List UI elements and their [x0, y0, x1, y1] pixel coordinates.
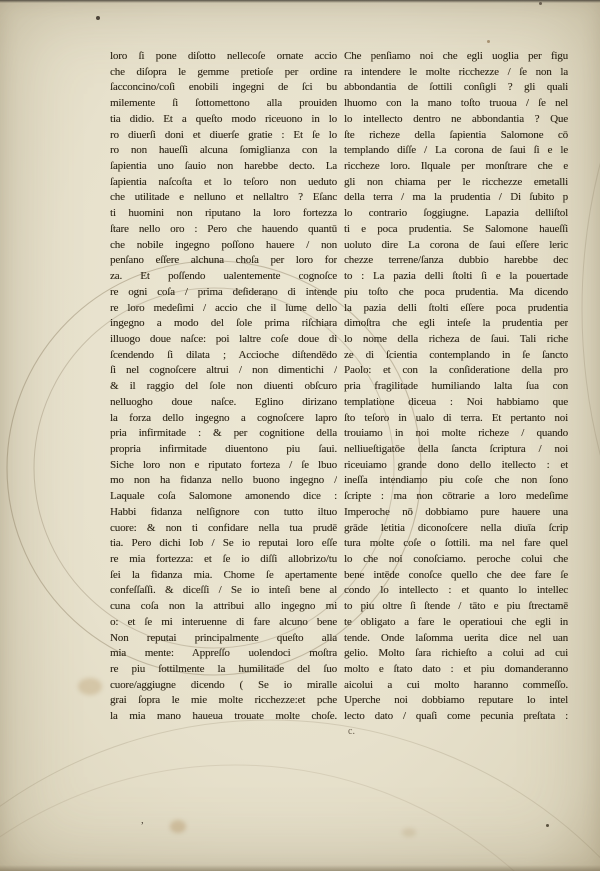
text-line: lhuomo con la mano toſto truoua / ſe nel	[344, 97, 568, 110]
text-line: to : La pazia delli ſtolti ſi e la pouertade	[344, 270, 568, 283]
text-line: za. Et poſſendo ualentemente cognoſce	[110, 270, 337, 283]
text-line: ineſſa intendiamo piu coſe che non ſono	[344, 474, 568, 487]
text-line: molto e ſtato dato : et piu domanderanno	[344, 663, 568, 676]
text-line: ſapientia uno ſauio non harebbe decto. La	[110, 160, 337, 173]
text-line: Laquale coſa Salomone amonendo dice :	[110, 490, 337, 503]
text-line: tura molte coſe o ſottili. ma nel fare quel	[344, 537, 568, 550]
text-line: ti e poca prudentia. Se Salomone haueſſi	[344, 222, 568, 235]
text-line: templando diſſe / La corona de ſaui ſi e le	[344, 144, 568, 157]
text-line: ſei la fidanza mia. Chome ſe apertamente	[110, 568, 337, 581]
text-line: ſi nel cognoſcere altrui / non dimentichi /	[110, 364, 337, 377]
paper-stain	[78, 678, 102, 695]
text-line: illuogo doue naſce: poi laltre coſe doue di	[110, 332, 337, 345]
text-column-right	[344, 49, 568, 725]
text-line: condo lo intellecto : et quanto lo intellec	[344, 584, 568, 597]
text-line: Che penſiamo noi che egli uoglia per figu	[344, 50, 568, 62]
text-line: cuore/aggiugne dicendo ( Se io miralle	[110, 678, 337, 691]
text-line: to piu oltre ſi ſtende / tāto e piu ſtrectamē	[344, 600, 568, 613]
text-line: tia. Pero dichi Iob / Se io reputai loro eſſe	[110, 537, 337, 550]
page-bottom-edge-shadow	[0, 865, 600, 871]
text-line: uoluto dire La corona de ſaui eſſere leric	[344, 238, 568, 251]
text-line: te obligato a fare le operatioui che egli in	[344, 615, 568, 628]
text-line: grai ſopra le mie molte ricchezze:et pche	[110, 694, 337, 707]
text-line: Siche loro non e riputato forteza / ſe lbuo	[110, 458, 337, 471]
text-line: che nobile ingegno poſſono hauere / non	[110, 238, 337, 251]
text-line: cuna coſa non la attribui allo ingegno mi	[110, 600, 337, 613]
text-line: Imperoche nō dobbiamo pure hauere una	[344, 505, 568, 518]
text-line: Non reputai principalmente queſto alla	[110, 631, 337, 644]
text-line: ti huomini non riputano la loro fortezza	[110, 207, 337, 220]
text-line: re ogni coſa / prima deſiderano di intende	[110, 285, 337, 298]
text-line: ra intendere le molte ricchezze / ſe non la	[344, 65, 568, 78]
ink-speck	[539, 2, 542, 5]
paper-stain	[402, 828, 416, 837]
ink-speck	[546, 824, 549, 827]
text-line: ſto teſoro in ualo di terra. Et pertanto noi	[344, 411, 568, 424]
text-line: ſtare nello oro : Pero che hauendo quantū	[110, 222, 337, 235]
text-line: o: et ſe mi interuenne di fare alcuno bene	[110, 615, 337, 628]
text-line: chezze terrene/ſanza dubbio harebbe dec	[344, 254, 568, 267]
text-line: che utilitade e nelluno et nellaltro ? Eſanc	[110, 191, 337, 204]
text-line: templatione diceua : Noi habbiamo que	[344, 395, 568, 408]
text-line: piu toſto che poca prudentia. Ma dicendo	[344, 285, 568, 298]
text-line: & il raggio del ſole non diuenti obſcuro	[110, 380, 337, 393]
text-line: ſcripte : ma non cōtrarie a loro medeſime	[344, 490, 568, 503]
text-line: ingegno a modo del ſole prima riſchiara	[110, 317, 337, 330]
text-line: riccheze loro. Ilquale per monſtrare che e	[344, 160, 568, 173]
text-line: tende. Onde laſomma uerita dice nel uan	[344, 631, 568, 644]
text-line: ro non haueſſi alcuna ſomiglianza con la	[110, 144, 337, 157]
text-line: riceuiamo grande dono dello itellecto : et	[344, 458, 568, 471]
text-line: gli non chiama per le ricchezze emetalli	[344, 175, 568, 188]
text-line: dimoſtra che egli inteſe la prudentia per	[344, 317, 568, 330]
text-line: confeſſaſſi. & diceſſi / Se io inteſi bene al	[110, 584, 337, 597]
text-line: ſapientia naſcoſta et lo teſoro non ueduto	[110, 175, 337, 188]
text-line: propria infirmitade diuentono piu ſaui.	[110, 442, 337, 455]
text-line: Uperche noi dobbiamo reputare lo intel	[344, 694, 568, 707]
text-line: gelio. Molto ſara richieſto a colui ad cui	[344, 647, 568, 660]
text-line: lo nome della richeza de ſaui. Tali riche	[344, 332, 568, 345]
text-line: lo intellecto dentro ne abbondantia ? Que	[344, 112, 568, 125]
text-line: loro ſi pone diſotto nellecoſe ornate accio	[110, 50, 337, 62]
text-line: ſte richeze della ſapientia Salomone cō	[344, 128, 568, 141]
text-line: milemente ſi ſottomettono alla prouiden	[110, 97, 337, 110]
text-line: grāde letitia diconoſcere nella diuīa ſcrip	[344, 521, 568, 534]
page-top-edge-shadow	[0, 0, 600, 3]
text-line: che diſopra le gemme pretioſe per ordine	[110, 65, 337, 78]
text-line: pria infirmitade : & per cognitione della	[110, 427, 337, 440]
ink-mark: ,	[141, 814, 144, 826]
text-line: lo contrario ſoggiugne. Lapazia delliſtol	[344, 207, 568, 220]
text-line: Paolo: et con la conſideratione della pro	[344, 364, 568, 377]
text-line: re loro medeſimi / accio che il lume dello	[110, 301, 337, 314]
text-line: lecto dato / quaſi come pecunia preſtata :	[344, 710, 568, 723]
text-line: mia mente: Appreſſo uolendoci moſtra	[110, 647, 337, 660]
paper-stain	[170, 820, 186, 833]
text-line: mo non ha fidanza nello buono ingegno /	[110, 474, 337, 487]
text-line: bene intēde conoſce quello che dee fare ſe	[344, 568, 568, 581]
text-line: la forza dello ingegno a cognoſcere lapro	[110, 411, 337, 424]
text-line: ſacconcino/coſi enobili ingegni de ſci bu	[110, 81, 337, 94]
text-line: nelluogho doue naſce. Eglino dirizano	[110, 395, 337, 408]
text-line: ze di ſcientia contemplando in ſe ſancto	[344, 348, 568, 361]
text-line: re piu ſottilmente la humilitade del ſuo	[110, 663, 337, 676]
text-line: re mia fortezza: et ſe io diſſi allobrizo/tu	[110, 553, 337, 565]
text-line: aicolui a cui molto haranno commeſſo.	[344, 678, 568, 691]
ink-speck	[487, 40, 490, 43]
text-line: Habbi fidanza nelſignore con tutto iltuo	[110, 505, 337, 518]
text-line: penſano eſſere alchuna choſa per loro for	[110, 254, 337, 267]
text-line: la mia mano haueua trouate molte choſe.	[110, 710, 337, 723]
text-line: cuore: & non ti confidare nella tua prudē	[110, 521, 337, 534]
text-line: abbondantia de ſottili conſigli ? gli quali	[344, 81, 568, 94]
text-line: nelliueſtigatōe della ſancta ſcriptura / noi	[344, 442, 568, 455]
ink-speck	[96, 16, 100, 20]
text-column-left	[110, 49, 337, 725]
text-line: tia didio. Et a queſto modo riceuono in lo	[110, 112, 337, 125]
text-line: ſcendendo ſi dilata ; Accioche diſtendēdo	[110, 348, 337, 361]
printer-mark: c.	[348, 726, 355, 737]
text-line: della terra / ma la prudentia / Di ſubito p	[344, 191, 568, 204]
text-line: pria fragilitade humiliando lalta ſua con	[344, 380, 568, 393]
text-line: ro diuerſi doni et diuerſe gratie : Et ſe lo	[110, 128, 337, 141]
text-line: la pazia delli ſtolti eſſere poca prudentia	[344, 301, 568, 314]
text-line: lo che noi conoſciamo. peroche colui che	[344, 553, 568, 565]
text-line: trouiamo in noi molte richeze / quando	[344, 427, 568, 440]
